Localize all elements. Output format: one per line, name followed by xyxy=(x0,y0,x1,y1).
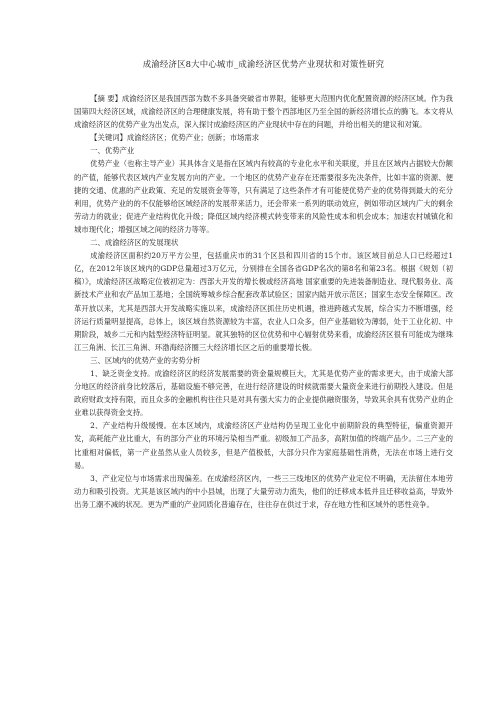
document-body xyxy=(74,92,453,511)
body-paragraph-1: 优势产业（也称主导产业）其具体含义是指在区域内有较高的专业化水平和关联度，并且在区域内占据较大份额的产值，能够代表区域内产业发展方向的产业。一个地区的优势产业存在还需要很多先决条件，比如丰富的资源、便捷的交通、优惠的产业政策、充足的发展资金等等，只有满足了这些条件才有可能使优势产业的优势得到最大的充分利用，优势产业的的不仅能够给区域经济的发展带来活力，还会带来一系列的联动效应，例如带动区域内广大的剩余劳动力的就业；促进产业结构优化升级；降低区域内经济模式转变带来的风险性成本和机会成本；加速农村城镇化和城市现代化；增强区域之间的经济力等等。 xyxy=(74,159,453,234)
body-paragraph-5: 3、产业定位与市场需求出现偏差。在成渝经济区内，一些三三线地区的优势产业定位不明确，无法留住本地劳动力和吸引投资。尤其是该区域内的中小县城，出现了大量劳动力流失，他们的迁移成本低并且迁移收益高，导致外出务工潮不减的状况。更为严重的产业同质化普遍存在，往往存在供过于求，存在地方性和区域外的恶性竞争。 xyxy=(74,473,453,509)
abstract-paragraph: 【摘 要】成渝经济区是我国西部为数不多具备突破省市界限，能够更大范围内优化配置资源的经济区域。作为我国第四大经济区域，成渝经济区的合理健康发展，将有助于整个西部地区乃至全国的新经济增长点的腾飞。本文将从成渝经济区的优势产业为出发点，深入探讨成渝经济区的产业现状中存在的问题，并给出相关的建议和对策。 xyxy=(74,94,453,130)
section-heading-1: 一、优势产业 xyxy=(90,146,135,156)
keywords-paragraph: 【关键词】成渝经济区；优势产业；创新；市场需求 xyxy=(90,133,260,143)
body-paragraph-3: 1、缺乏资金支持。成渝经济区的经济发展需要的资金量规模巨大，尤其是优势产业的需求更大，由于成渝大部分地区的经济前身比较落后，基础设施不够完善，在进行经济建设的时候就需要大量资金来进行前期投入建设。但是政府财政支持有限，而且众多的金融机构往往只是对具有强大实力的企业提供融资服务，导致其余具有优势产业的企业难以获得资金支持。 xyxy=(74,368,453,418)
section-heading-2: 二、成渝经济区的发展现状 xyxy=(90,238,179,248)
section-heading-3: 三、区域内的优势产业的劣势分析 xyxy=(90,355,201,365)
body-paragraph-4: 2、产业结构升级缓慢。在本区域内，成渝经济区产业结构仍呈现工业化中前期阶段的典型特征，偏重资源开发，高耗能产业比重大，有的部分产业的环境污染相当严重。初级加工产品多，高附加值的终端产品少。二三产业的比重相对偏低，第一产业虽然从业人员较多，但是产值极低，大部分只作为家庭基础性消费，无法在市场上进行交易。 xyxy=(74,421,453,470)
document-title: 成渝经济区8大中心城市_成渝经济区优势产业现状和对策性研究 xyxy=(142,59,385,69)
body-paragraph-2: 成渝经济区面积约20万平方公里，包括重庆市的31个区县和四川省的15个市。该区域目前总人口已经超过1亿，在2012年该区域内的GDP总量超过3万亿元，分别排在全国各省GDP名次的第8名和第23名。根据《规划（初稿）》，成渝经济区战略定位被初定为：西部大开发的增长极或经济高地 国家重要的先进装备制造业、现代服务业、高新技术产业和农产品加工基地；全国统筹城乡综合配套改革试验区；国家内陆开放示范区；国家生态安全保障区。改革开放以来，尤其是西部大开发战略实施以来，成渝经济区抓住历史机遇，推进跨越式发展，综合实力不断增强，经济运行质量明显提高，总体上，该区域自然资源较为丰富，农业人口众多，但产业基础较为薄弱，处于工业化初、中期阶段，城乡二元和内陆型经济特征明显。就其独特的区位优势和中心辐射优势来看，成渝经济区很有可能成为继珠江三角洲、长江三角洲、环渤海经济圈三大经济增长区之后的重要增长极。 xyxy=(74,251,453,352)
